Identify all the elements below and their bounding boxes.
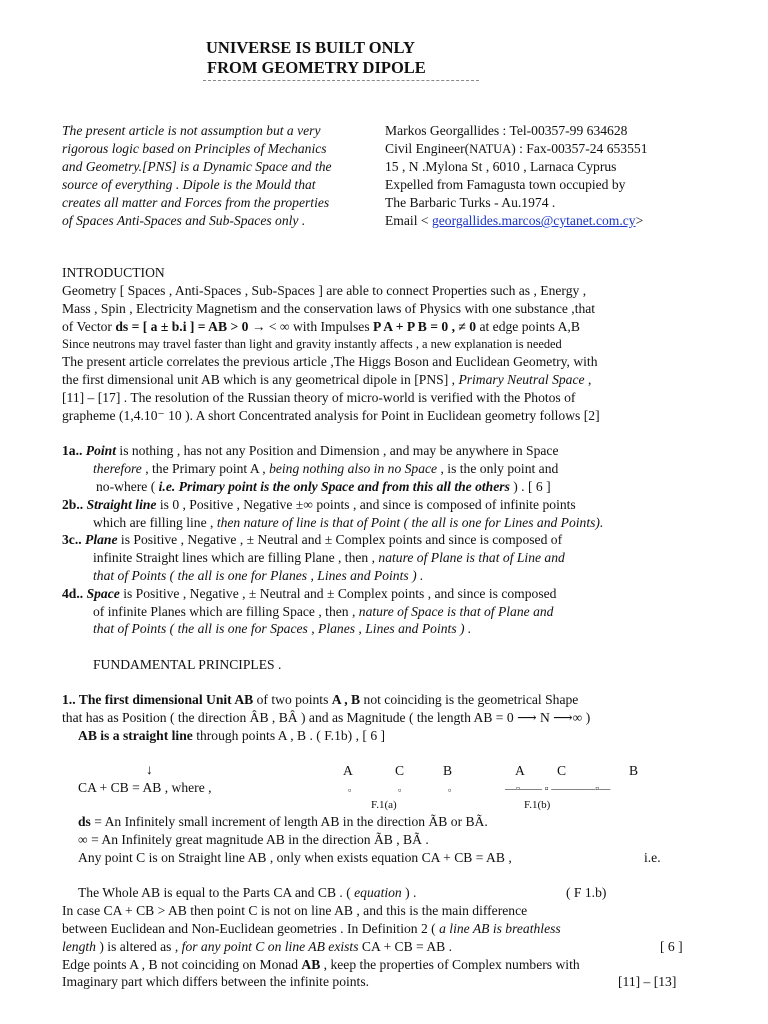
paragraph-line: In case CA + CB > AB then point C is not on line AB , and this is the main difference <box>62 903 528 918</box>
abstract-line: rigorous logic based on Principles of Mechanics <box>62 141 327 156</box>
author-line: Expelled from Famagusta town occupied by <box>385 177 626 192</box>
fig-a-label-b: B <box>443 763 453 778</box>
definition-line: of infinite Planes which are filling Space , then , nature of Space is that of Plane and <box>93 604 554 619</box>
intro-line: Mass , Spin , Electricity Magnetism and the conservation laws of Physics with one substance ,that <box>62 301 596 316</box>
ds-definition: ds = An Infinitely small increment of length AB in the direction ÃB or BÃ. <box>78 814 488 829</box>
any-point-line: Any point C is on Straight line AB , only when exists equation CA + CB = AB , <box>78 850 512 865</box>
definition-line: no-where ( i.e. Primary point is the only Space and from this all the others ) . [ 6 ] <box>96 479 551 494</box>
ie-text: i.e. <box>644 850 661 865</box>
abstract-line: The present article is not assumption but a very <box>62 123 321 138</box>
reference: [ 6 ] <box>660 939 683 954</box>
intro-line: Geometry [ Spaces , Anti-Spaces , Sub-Spaces ] are able to connect Properties such as , Energy , <box>62 283 587 298</box>
paragraph-line: length ) is altered as , for any point C on line AB exists CA + CB = AB . <box>62 939 453 954</box>
definition-space: 4d.. Space is Positive , Negative , ± Neutral and ± Complex points , and since is composed <box>62 586 557 601</box>
down-arrow-icon: ↓ <box>146 762 153 777</box>
fig-b-caption: F.1(b) <box>524 799 551 811</box>
definition-line: infinite Straight lines which are filling Plane , then , nature of Plane is that of Line and <box>93 550 565 565</box>
fig-b-label-b: B <box>629 763 639 778</box>
definition-plane: 3c.. Plane is Positive , Negative , ± Neutral and ± Complex points and since is composed of <box>62 532 563 547</box>
principle-line: AB is a straight line through points A , B . ( F.1b) , [ 6 ] <box>78 728 386 743</box>
intro-line: [11] – [17] . The resolution of the Russian theory of micro-world is verified with the Photos of <box>62 390 576 405</box>
equation-line: CA + CB = AB , where , <box>78 780 212 795</box>
whole-parts-line: The Whole AB is equal to the Parts CA and CB . ( equation ) . <box>78 885 417 900</box>
figure-reference: ( F 1.b) <box>566 885 607 900</box>
author-line: Markos Georgallides : Tel-00357-99 634628 <box>385 123 628 138</box>
definition-line: that of Points ( the all is one for Planes , Lines and Points ) . <box>93 568 424 583</box>
fig-a-label-c: C <box>395 763 405 778</box>
fundamental-heading: FUNDAMENTAL PRINCIPLES . <box>93 657 282 672</box>
fig-b-line: —▫—— ▫ ————▫— <box>505 783 611 795</box>
intro-line: Since neutrons may travel faster than light and gravity instantly affects , a new explanation is needed <box>62 337 562 351</box>
abstract-line: of Spaces Anti-Spaces and Sub-Spaces only . <box>62 213 306 228</box>
fig-b-label-c: C <box>557 763 567 778</box>
paragraph-line: Imaginary part which differs between the infinite points. <box>62 974 370 989</box>
abstract-line: creates all matter and Forces from the properties <box>62 195 330 210</box>
email-link[interactable]: georgallides.marcos@cytanet.com.cy <box>431 213 636 228</box>
author-line: Civil Engineer(NATUA) : Fax-00357-24 653551 <box>385 141 648 156</box>
author-email-line: Email < georgallides.marcos@cytanet.com.cy> <box>385 213 644 228</box>
title-underline <box>203 80 479 81</box>
author-line: 15 , N .Mylona St , 6010 , Larnaca Cyprus <box>385 159 617 174</box>
infinity-definition: ∞ = An Infinitely great magnitude AB in the direction ÃB , BÃ . <box>78 832 429 847</box>
intro-line: of Vector ds = [ a ± b.i ] = AB > 0 → < ∞ with Impulses P A + P B = 0 , ≠ 0 at edge points A,B <box>62 319 580 334</box>
definition-straight-line: 2b.. Straight line is 0 , Positive , Negative ±∞ points , and since is composed of infinite points <box>62 497 576 512</box>
fig-b-label-a: A <box>515 763 525 778</box>
fig-a-point-b: ▫ <box>448 785 452 795</box>
title-line-1: UNIVERSE IS BUILT ONLY <box>206 38 415 57</box>
principle-line: 1.. The first dimensional Unit AB of two points A , B not coinciding is the geometrical Shape <box>62 692 579 707</box>
intro-line: grapheme (1,4.10⁻ 10 ). A short Concentrated analysis for Point in Euclidean geometry follows [2] <box>62 408 600 423</box>
principle-line: that has as Position ( the direction ÂB , BÂ ) and as Magnitude ( the length AB = 0 ⟶ N ⟶∞ ) <box>62 710 591 725</box>
fig-a-caption: F.1(a) <box>371 799 397 811</box>
intro-line: The present article correlates the previous article ,The Higgs Boson and Euclidean Geometry, with <box>62 354 598 369</box>
abstract-line: source of everything . Dipole is the Mould that <box>62 177 316 192</box>
paragraph-line: between Euclidean and Non-Euclidean geometries . In Definition 2 ( a line AB is breathless <box>62 921 561 936</box>
author-line: The Barbaric Turks - Au.1974 . <box>385 195 556 210</box>
title-line-2: FROM GEOMETRY DIPOLE <box>207 58 426 77</box>
definition-line: which are filling line , then nature of line is that of Point ( the all is one for Lines and Points). <box>93 515 604 530</box>
intro-line: the first dimensional unit AB which is any geometrical dipole in [PNS] , Primary Neutral Space , <box>62 372 592 387</box>
fig-a-label-a: A <box>343 763 353 778</box>
fig-a-point-c: ▫ <box>398 785 402 795</box>
reference: [11] – [13] <box>618 974 677 989</box>
definition-line: that of Points ( the all is one for Spaces , Planes , Lines and Points ) . <box>93 621 472 636</box>
intro-heading: INTRODUCTION <box>62 265 165 280</box>
definition-point: 1a.. Point is nothing , has not any Position and Dimension , and may be anywhere in Space <box>62 443 559 458</box>
paragraph-line: Edge points A , B not coinciding on Monad AB , keep the properties of Complex numbers with <box>62 957 580 972</box>
fig-a-point-a: ▫ <box>348 785 352 795</box>
definition-line: therefore , the Primary point A , being nothing also in no Space , is the only point and <box>93 461 559 476</box>
abstract-line: and Geometry.[PNS] is a Dynamic Space and the <box>62 159 332 174</box>
